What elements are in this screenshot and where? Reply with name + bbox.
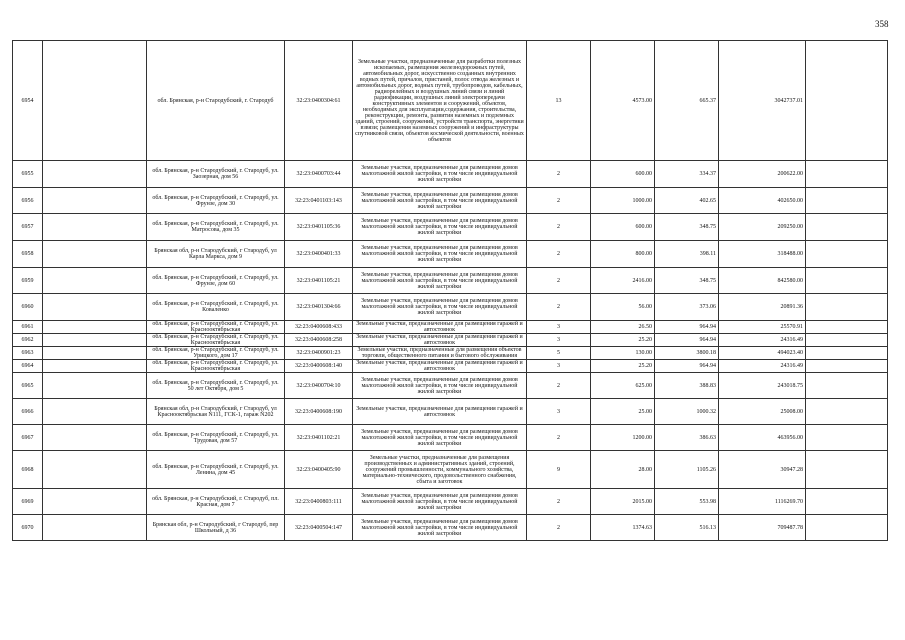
specific-value-cell: 1105.26 bbox=[655, 451, 719, 489]
blank-cell bbox=[806, 399, 888, 425]
cadastral-number-cell: 32:23:0400304:61 bbox=[285, 41, 353, 161]
table-row bbox=[13, 360, 888, 373]
area-cell: 1200.00 bbox=[591, 425, 655, 451]
blank-cell bbox=[43, 451, 147, 489]
row-number-cell: 6969 bbox=[13, 489, 43, 515]
row-number-cell: 6961 bbox=[13, 321, 43, 334]
address-cell: обл. Брянская, р-н Стародубский, г. Стародуб, ул. Краснооктябрьская bbox=[147, 321, 285, 334]
use-group-cell: 9 bbox=[527, 451, 591, 489]
row-number-cell: 6967 bbox=[13, 425, 43, 451]
table-row bbox=[13, 347, 888, 360]
blank-cell bbox=[43, 515, 147, 541]
cadastral-value-cell: 402650.00 bbox=[719, 188, 806, 214]
blank-cell bbox=[806, 425, 888, 451]
use-group-cell: 2 bbox=[527, 425, 591, 451]
row-number-cell: 6955 bbox=[13, 161, 43, 188]
use-group-cell: 2 bbox=[527, 294, 591, 321]
permitted-use-cell: Земельные участки, предназначенные для размещения домов малоэтажной жилой застройки, в том числе индивидуальной жилой застройки bbox=[353, 373, 527, 399]
specific-value-cell: 964.94 bbox=[655, 360, 719, 373]
cadastral-value-cell: 494023.40 bbox=[719, 347, 806, 360]
row-number-cell: 6962 bbox=[13, 334, 43, 347]
cadastral-number-cell: 32:23:0400401:33 bbox=[285, 241, 353, 268]
area-cell: 130.00 bbox=[591, 347, 655, 360]
permitted-use-cell: Земельные участки, предназначенные для размещения гаражей и автостоянок bbox=[353, 360, 527, 373]
row-number-cell: 6959 bbox=[13, 268, 43, 294]
permitted-use-cell: Земельные участки, предназначенные для размещения домов малоэтажной жилой застройки, в том числе индивидуальной жилой застройки bbox=[353, 241, 527, 268]
area-cell: 2416.00 bbox=[591, 268, 655, 294]
cadastral-value-cell: 24316.49 bbox=[719, 334, 806, 347]
table-row bbox=[13, 241, 888, 268]
specific-value-cell: 348.75 bbox=[655, 214, 719, 241]
blank-cell bbox=[43, 241, 147, 268]
address-cell: обл. Брянская, р-н Стародубский, г. Стародуб bbox=[147, 41, 285, 161]
blank-cell bbox=[806, 161, 888, 188]
use-group-cell: 2 bbox=[527, 241, 591, 268]
specific-value-cell: 665.37 bbox=[655, 41, 719, 161]
blank-cell bbox=[806, 489, 888, 515]
row-number-cell: 6965 bbox=[13, 373, 43, 399]
cadastral-value-cell: 24316.49 bbox=[719, 360, 806, 373]
blank-cell bbox=[806, 515, 888, 541]
use-group-cell: 3 bbox=[527, 399, 591, 425]
use-group-cell: 2 bbox=[527, 489, 591, 515]
blank-cell bbox=[806, 347, 888, 360]
specific-value-cell: 334.37 bbox=[655, 161, 719, 188]
specific-value-cell: 388.83 bbox=[655, 373, 719, 399]
blank-cell bbox=[806, 321, 888, 334]
cadastral-value-cell: 209250.00 bbox=[719, 214, 806, 241]
address-cell: обл. Брянская, р-н Стародубский, г. Стародуб, ул. Трудовая, дом 57 bbox=[147, 425, 285, 451]
permitted-use-cell: Земельные участки, предназначенные для размещения гаражей и автостоянок bbox=[353, 399, 527, 425]
use-group-cell: 2 bbox=[527, 515, 591, 541]
area-cell: 56.00 bbox=[591, 294, 655, 321]
address-cell: Брянская обл, р-н Стародубский, г Стародуб, пер Школьный, д 36 bbox=[147, 515, 285, 541]
blank-cell bbox=[806, 188, 888, 214]
area-cell: 25.20 bbox=[591, 334, 655, 347]
row-number-cell: 6956 bbox=[13, 188, 43, 214]
table-row bbox=[13, 373, 888, 399]
specific-value-cell: 964.94 bbox=[655, 321, 719, 334]
area-cell: 25.20 bbox=[591, 360, 655, 373]
table-row bbox=[13, 294, 888, 321]
permitted-use-cell: Земельные участки, предназначенные для размещения домов малоэтажной жилой застройки, в том числе индивидуальной жилой застройки bbox=[353, 188, 527, 214]
blank-cell bbox=[806, 373, 888, 399]
specific-value-cell: 373.06 bbox=[655, 294, 719, 321]
table-row bbox=[13, 161, 888, 188]
address-cell: Брянская обл, р-н Стародубский, г Стародуб, ул Карла Маркса, дом 9 bbox=[147, 241, 285, 268]
table-row bbox=[13, 425, 888, 451]
blank-cell bbox=[43, 334, 147, 347]
table-row bbox=[13, 268, 888, 294]
cadastral-value-cell: 709487.78 bbox=[719, 515, 806, 541]
address-cell: обл. Брянская, р-н Стародубский, г. Стародуб, ул. Коваленко bbox=[147, 294, 285, 321]
row-number-cell: 6960 bbox=[13, 294, 43, 321]
blank-cell bbox=[43, 188, 147, 214]
cadastral-number-cell: 32:23:0400803:111 bbox=[285, 489, 353, 515]
permitted-use-cell: Земельные участки, предназначенные для разработки полезных ископаемых, размещения железнодорожных путей, автомобильных дорог, искусственно созданных внутренних водных путей, причалов, пристаней, полос отвода железных и автомобильных дорог, водных путей, трубопроводов, кабельных, радиорелейных и воздушных линий связи и линий радиофикации, воздушных линий электропередачи конструктивных элементов и сооружений, объектов, необходимых для эксплуатации,содержания, строительства, реконструкции, ремонта, развития наземных и подземных зданий, строений, сооружений, устройств транспорта, энергетики взвязи; размещения наземных сооружений и инфраструктуры спутниковой связи, объектов космической деятельности, военных объектов bbox=[353, 41, 527, 161]
cadastral-value-cell: 3042737.01 bbox=[719, 41, 806, 161]
area-cell: 26.50 bbox=[591, 321, 655, 334]
cadastral-number-cell: 32:23:0400608:140 bbox=[285, 360, 353, 373]
address-cell: обл. Брянская, р-н Стародубский, г. Стародуб, ул. Краснооктябрьская bbox=[147, 360, 285, 373]
specific-value-cell: 516.13 bbox=[655, 515, 719, 541]
use-group-cell: 2 bbox=[527, 214, 591, 241]
cadastral-number-cell: 32:23:0400901:23 bbox=[285, 347, 353, 360]
area-cell: 25.00 bbox=[591, 399, 655, 425]
registry-table-body bbox=[13, 41, 888, 541]
blank-cell bbox=[43, 347, 147, 360]
blank-cell bbox=[43, 294, 147, 321]
blank-cell bbox=[43, 161, 147, 188]
blank-cell bbox=[43, 489, 147, 515]
table-row bbox=[13, 451, 888, 489]
cadastral-value-cell: 25008.00 bbox=[719, 399, 806, 425]
cadastral-number-cell: 32:23:0401304:66 bbox=[285, 294, 353, 321]
specific-value-cell: 964.94 bbox=[655, 334, 719, 347]
use-group-cell: 5 bbox=[527, 347, 591, 360]
permitted-use-cell: Земельные участки, предназначенные для размещения домов малоэтажной жилой застройки, в том числе индивидуальной жилой застройки bbox=[353, 268, 527, 294]
cadastral-value-cell: 243018.75 bbox=[719, 373, 806, 399]
cadastral-value-cell: 463956.00 bbox=[719, 425, 806, 451]
cadastral-value-cell: 842580.00 bbox=[719, 268, 806, 294]
use-group-cell: 13 bbox=[527, 41, 591, 161]
address-cell: обл. Брянская, р-н Стародубский, г. Стародуб, ул. Фрунзе, дом 30 bbox=[147, 188, 285, 214]
cadastral-number-cell: 32:23:0400703:44 bbox=[285, 161, 353, 188]
area-cell: 800.00 bbox=[591, 241, 655, 268]
specific-value-cell: 402.65 bbox=[655, 188, 719, 214]
permitted-use-cell: Земельные участки, предназначенные для размещения производственных и административных зданий, строений, сооружений промышленности, коммунального хозяйства, материально-технического, продовольственного снабжения, сбыта и заготовок bbox=[353, 451, 527, 489]
area-cell: 1000.00 bbox=[591, 188, 655, 214]
cadastral-value-cell: 318488.00 bbox=[719, 241, 806, 268]
blank-cell bbox=[806, 241, 888, 268]
blank-cell bbox=[43, 425, 147, 451]
address-cell: обл. Брянская, р-н Стародубский, г. Стародуб, ул. Матросова, дом 35 bbox=[147, 214, 285, 241]
cadastral-value-cell: 20891.36 bbox=[719, 294, 806, 321]
permitted-use-cell: Земельные участки, предназначенные для размещения домов малоэтажной жилой застройки, в том числе индивидуальной жилой застройки bbox=[353, 425, 527, 451]
area-cell: 600.00 bbox=[591, 214, 655, 241]
permitted-use-cell: Земельные участки, предназначенные для размещения объектов торговли, общественного питания и бытового обслуживания bbox=[353, 347, 527, 360]
table-row bbox=[13, 41, 888, 161]
table-row bbox=[13, 334, 888, 347]
cadastral-number-cell: 32:23:0400504:147 bbox=[285, 515, 353, 541]
row-number-cell: 6970 bbox=[13, 515, 43, 541]
blank-cell bbox=[43, 41, 147, 161]
blank-cell bbox=[43, 373, 147, 399]
address-cell: обл. Брянская, р-н Стародубский, г. Стародуб, ул. Ленина, дом 45 bbox=[147, 451, 285, 489]
row-number-cell: 6958 bbox=[13, 241, 43, 268]
blank-cell bbox=[806, 214, 888, 241]
address-cell: обл. Брянская, р-н Стародубский, г. Стародуб, ул. Фрунзе, дом 60 bbox=[147, 268, 285, 294]
page-number: 358 bbox=[875, 19, 889, 29]
blank-cell bbox=[806, 451, 888, 489]
area-cell: 600.00 bbox=[591, 161, 655, 188]
cadastral-number-cell: 32:23:0401105:21 bbox=[285, 268, 353, 294]
use-group-cell: 3 bbox=[527, 321, 591, 334]
permitted-use-cell: Земельные участки, предназначенные для размещения домов малоэтажной жилой застройки, в том числе индивидуальной жилой застройки bbox=[353, 515, 527, 541]
blank-cell bbox=[43, 214, 147, 241]
permitted-use-cell: Земельные участки, предназначенные для размещения домов малоэтажной жилой застройки, в том числе индивидуальной жилой застройки bbox=[353, 214, 527, 241]
permitted-use-cell: Земельные участки, предназначенные для размещения домов малоэтажной жилой застройки, в том числе индивидуальной жилой застройки bbox=[353, 489, 527, 515]
cadastral-number-cell: 32:23:0400608:433 bbox=[285, 321, 353, 334]
blank-cell bbox=[806, 294, 888, 321]
blank-cell bbox=[43, 360, 147, 373]
table-row bbox=[13, 188, 888, 214]
table-row bbox=[13, 321, 888, 334]
land-registry-table bbox=[12, 40, 888, 541]
cadastral-number-cell: 32:23:0400704:10 bbox=[285, 373, 353, 399]
specific-value-cell: 553.98 bbox=[655, 489, 719, 515]
blank-cell bbox=[806, 334, 888, 347]
row-number-cell: 6964 bbox=[13, 360, 43, 373]
cadastral-value-cell: 200622.00 bbox=[719, 161, 806, 188]
row-number-cell: 6954 bbox=[13, 41, 43, 161]
table-row bbox=[13, 489, 888, 515]
row-number-cell: 6966 bbox=[13, 399, 43, 425]
area-cell: 625.00 bbox=[591, 373, 655, 399]
cadastral-number-cell: 32:23:0400608:190 bbox=[285, 399, 353, 425]
permitted-use-cell: Земельные участки, предназначенные для размещения домов малоэтажной жилой застройки, в том числе индивидуальной жилой застройки bbox=[353, 294, 527, 321]
use-group-cell: 3 bbox=[527, 334, 591, 347]
address-cell: обл. Брянская, р-н Стародубский, г. Стародуб, пл. Красная, дом 7 bbox=[147, 489, 285, 515]
use-group-cell: 2 bbox=[527, 161, 591, 188]
row-number-cell: 6957 bbox=[13, 214, 43, 241]
cadastral-number-cell: 32:23:0401103:143 bbox=[285, 188, 353, 214]
blank-cell bbox=[43, 321, 147, 334]
address-cell: обл. Брянская, р-н Стародубский, г. Стародуб, ул. 50 лет Октября, дом 5 bbox=[147, 373, 285, 399]
area-cell: 1374.63 bbox=[591, 515, 655, 541]
use-group-cell: 3 bbox=[527, 360, 591, 373]
cadastral-number-cell: 32:23:0400608:258 bbox=[285, 334, 353, 347]
table-row bbox=[13, 214, 888, 241]
area-cell: 2015.00 bbox=[591, 489, 655, 515]
row-number-cell: 6968 bbox=[13, 451, 43, 489]
specific-value-cell: 1000.32 bbox=[655, 399, 719, 425]
address-cell: обл. Брянская, р-н Стародубский, г. Стародуб, ул. Урицкого, дом 17 bbox=[147, 347, 285, 360]
use-group-cell: 2 bbox=[527, 268, 591, 294]
specific-value-cell: 386.63 bbox=[655, 425, 719, 451]
cadastral-number-cell: 32:23:0401105:36 bbox=[285, 214, 353, 241]
use-group-cell: 2 bbox=[527, 188, 591, 214]
cadastral-number-cell: 32:23:0400405:90 bbox=[285, 451, 353, 489]
permitted-use-cell: Земельные участки, предназначенные для размещения гаражей и автостоянок bbox=[353, 321, 527, 334]
specific-value-cell: 398.11 bbox=[655, 241, 719, 268]
address-cell: Брянская обл, р-н Стародубский, г Стародуб, ул Краснооктябрьская N111, ГСК-1, гараж N202 bbox=[147, 399, 285, 425]
permitted-use-cell: Земельные участки, предназначенные для размещения гаражей и автостоянок bbox=[353, 334, 527, 347]
area-cell: 28.00 bbox=[591, 451, 655, 489]
blank-cell bbox=[806, 41, 888, 161]
cadastral-value-cell: 1116269.70 bbox=[719, 489, 806, 515]
cadastral-value-cell: 30947.28 bbox=[719, 451, 806, 489]
permitted-use-cell: Земельные участки, предназначенные для размещения домов малоэтажной жилой застройки, в том числе индивидуальной жилой застройки bbox=[353, 161, 527, 188]
blank-cell bbox=[806, 360, 888, 373]
address-cell: обл. Брянская, р-н Стародубский, г. Стародуб, ул. Заозерная, дом 56 bbox=[147, 161, 285, 188]
specific-value-cell: 348.75 bbox=[655, 268, 719, 294]
table-row bbox=[13, 399, 888, 425]
address-cell: обл. Брянская, р-н Стародубский, г. Стародуб, ул. Краснооктябрьская bbox=[147, 334, 285, 347]
cadastral-number-cell: 32:23:0401102:21 bbox=[285, 425, 353, 451]
use-group-cell: 2 bbox=[527, 373, 591, 399]
blank-cell bbox=[806, 268, 888, 294]
specific-value-cell: 3800.18 bbox=[655, 347, 719, 360]
blank-cell bbox=[43, 268, 147, 294]
table-row bbox=[13, 515, 888, 541]
blank-cell bbox=[43, 399, 147, 425]
cadastral-value-cell: 25570.91 bbox=[719, 321, 806, 334]
row-number-cell: 6963 bbox=[13, 347, 43, 360]
area-cell: 4573.00 bbox=[591, 41, 655, 161]
